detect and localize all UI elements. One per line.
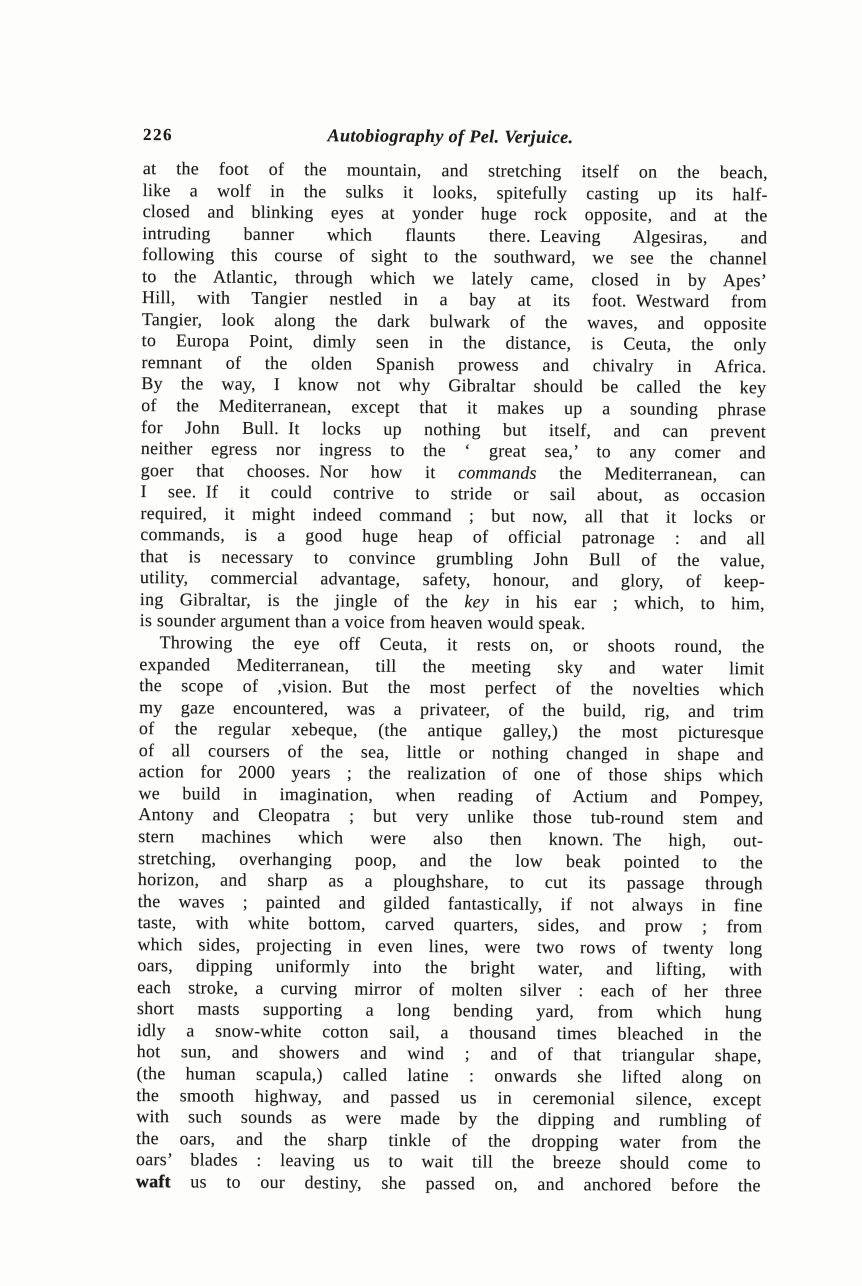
text-line: intruding banner which flaunts there. Leaving Algesiras, and [142,222,768,248]
text-line: at the foot of the mountain, and stretching itself on the beach, [142,158,768,183]
text-line: for John Bull. It locks up nothing but itself, and can prevent [140,416,767,441]
page-title: Autobiography of Pel. Verjuice. [327,125,574,148]
text-block [136,158,768,1197]
text-line: ing Gibraltar, is the jingle of the key in his ear ; which, to him, [139,588,765,614]
text-line: closed and blinking eyes at yonder huge rock opposite, and at the [142,201,768,226]
text-line: like a wolf in the sulks it looks, spitefully casting up its half- [142,179,768,204]
text-line: is sounder argument than a voice from heaven would speak. [139,610,586,634]
text-line: of all coursers of the sea, little or nothing changed in shape and [138,739,764,765]
text-line: Antony and Cleopatra ; but very unlike those tub-round stem and [138,804,764,829]
text-line: the waves ; painted and gilded fantastically, if not always in fine [137,890,763,915]
text-line: utility, commercial advantage, safety, honour, and glory, of keep- [139,567,766,592]
text-line: commands, is a good huge heap of official patronage : and all [140,524,766,549]
text-line: we build in imagination, when reading of Actium and Pompey, [138,782,764,808]
text-line: of the Mediterranean, except that it makes up a sounding phrase [141,395,767,420]
text-line: that is necessary to convince grumbling John Bull of the value, [140,545,766,571]
text-line: which sides, projecting in even lines, were two rows of twenty long [137,933,763,959]
text-line: following this course of sight to the southward, we see the channel [142,244,768,269]
text-line: of the regular xebeque, (the antique galley,) the most picturesque [138,718,764,743]
text-line: hot sun, and showers and wind ; and of that triangular shape, [136,1041,762,1066]
text-line: each stroke, a curving mirror of molten silver : each of her three [137,976,763,1002]
text-line: the scope of ,vision. But the most perfect of the novelties which [139,675,765,700]
text-line: (the human scapula,) called latine : onwards she lifted along on [136,1062,762,1088]
text-line: horizon, and sharp as a ploughshare, to cut its passage through [137,869,763,894]
text-line: waft us to our destiny, she passed on, and anchored before the [135,1170,761,1196]
text-line: stern machines which were also then known. The high, out- [138,825,764,851]
text-line: to the Atlantic, through which we lately came, closed in by Apes’ [141,265,768,291]
text-line: neither egress nor ingress to the ‘ great sea,’ to any comer and [140,438,766,463]
text-line: Hill, with Tangier nestled in a bay at its foot. Westward from [141,287,767,312]
text-line: By the way, I know not why Gibraltar should be called the key [141,373,767,398]
text-line: Throwing the eye off Ceuta, it rests on, or shoots round, the [159,632,765,657]
page-header [143,124,768,149]
text-line: required, it might indeed command ; but now, all that it locks or [140,502,766,528]
text-line: taste, with white bottom, carved quarters, sides, and prow ; from [137,912,763,937]
text-line: the smooth highway, and passed us in ceremonial silence, except [136,1084,762,1109]
text-line: oars, dipping uniformly into the bright water, and lifting, with [137,955,763,980]
text-line: with such sounds as were made by the dipping and rumbling of [136,1106,762,1131]
text-line: idly a snow-white cotton sail, a thousand times bleached in the [136,1019,762,1045]
text-line: expanded Mediterranean, till the meeting sky and water limit [139,653,765,678]
text-line: Tangier, look along the dark bulwark of the waves, and opposite [141,308,767,334]
text-line: action for 2000 years ; the realization of one of those ships which [138,761,764,786]
text-line: remnant of the olden Spanish prowess and chivalry in Africa. [141,351,767,377]
text-line: goer that chooses. Nor how it commands the Mediterranean, can [140,459,766,485]
text-line: I see. If it could contrive to stride or sail about, as occasion [140,481,766,506]
text-line: stretching, overhanging poop, and the low beak pointed to the [137,847,764,872]
text-line: the oars, and the sharp tinkle of the dropping water from the [135,1127,762,1152]
text-line: oars’ blades : leaving us to wait till the breeze should come to [135,1149,761,1174]
text-line: to Europa Point, dimly seen in the distance, is Ceuta, the only [141,330,767,355]
page-number: 226 [142,125,174,145]
text-line: my gaze encountered, was a privateer, of the build, rig, and trim [138,696,765,722]
text-line: short masts supporting a long bending yard, from which hung [136,998,762,1023]
